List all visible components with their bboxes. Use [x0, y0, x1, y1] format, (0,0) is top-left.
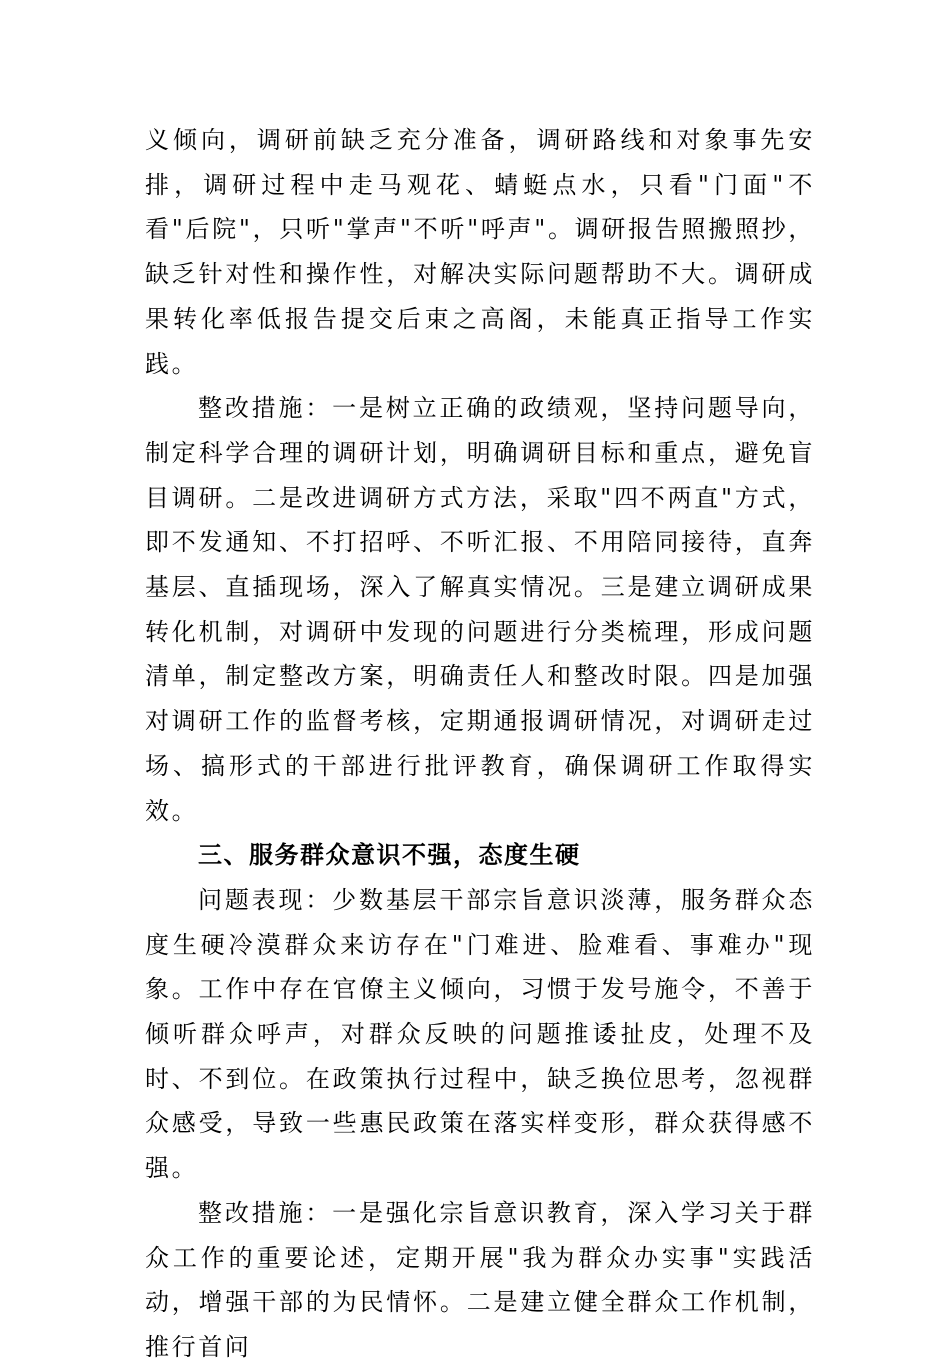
paragraph-problem-description-3: 问题表现：少数基层干部宗旨意识淡薄，服务群众态度生硬冷漠群众来访存在"门难进、脸难看、事难办"现象。工作中存在官僚主义倾向，习惯于发号施令，不善于倾听群众呼声，对群众反映的问题推诿扯皮，处理不及时、不到位。在政策执行过程中，缺乏换位思考，忽视群众感受，导致一些惠民政策在落实样变形，群众获得感不强。 [145, 885, 815, 1183]
paragraph-rectification-measures-3: 整改措施：一是强化宗旨意识教育，深入学习关于群众工作的重要论述，定期开展"我为群众办实事"实践活动，增强干部的为民情怀。二是建立健全群众工作机制，推行首问 [145, 1198, 815, 1361]
paragraph-continuation: 义倾向，调研前缺乏充分准备，调研路线和对象事先安排，调研过程中走马观花、蜻蜓点水，只看"门面"不看"后院"，只听"掌声"不听"呼声"。调研报告照搬照抄，缺乏针对性和操作性，对解决实际问题帮助不大。调研成果转化率低报告提交后束之高阁，未能真正指导工作实践。 [145, 126, 815, 378]
section-heading-3: 三、服务群众意识不强，态度生硬 [198, 841, 581, 870]
document-body [145, 118, 815, 1370]
paragraph-rectification-measures-2: 整改措施：一是树立正确的政绩观，坚持问题导向，制定科学合理的调研计划，明确调研目标和重点，避免盲目调研。二是改进调研方式方法，采取"四不两直"方式，即不发通知、不打招呼、不听汇报、不用陪同接待，直奔基层、直插现场，深入了解真实情况。三是建立调研成果转化机制，对调研中发现的问题进行分类梳理，形成问题清单，制定整改方案，明确责任人和整改时限。四是加强对调研工作的监督考核，定期通报调研情况，对调研走过场、搞形式的干部进行批评教育，确保调研工作取得实效。 [145, 394, 815, 825]
